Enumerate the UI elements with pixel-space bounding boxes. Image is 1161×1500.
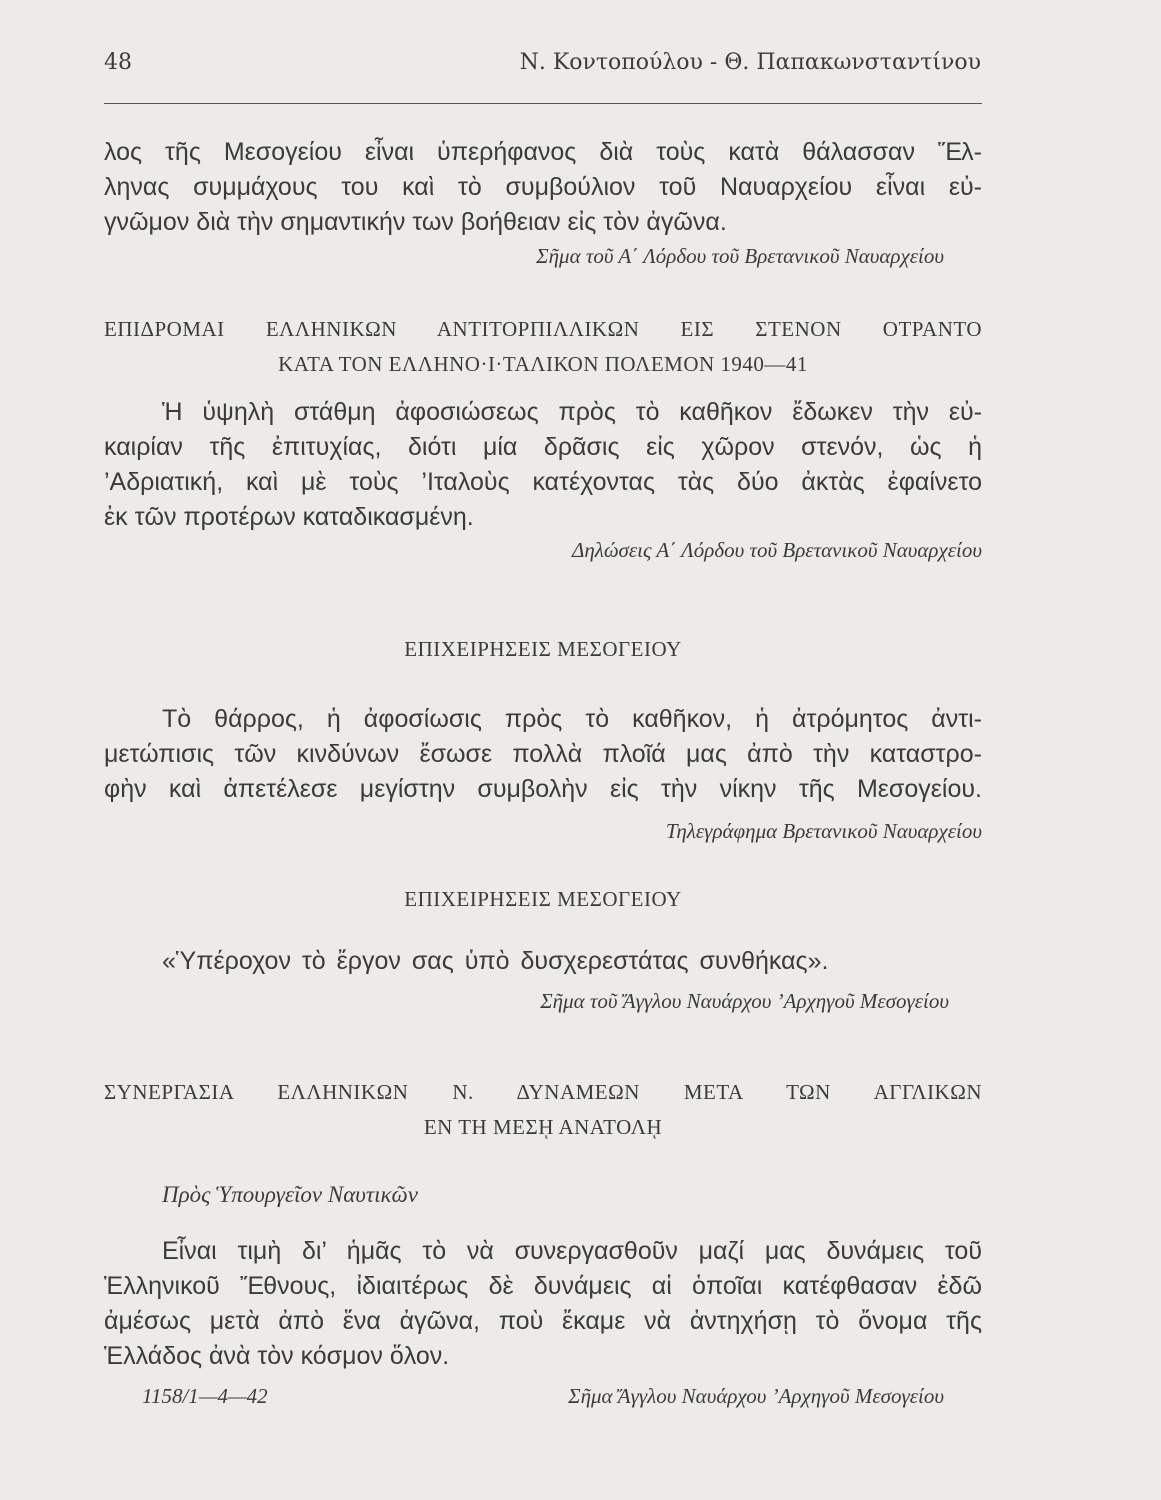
heading-line: ΕΠΙΔΡΟΜΑΙ ΕΛΛΗΝΙΚΩΝ ΑΝΤΙΤΟΡΠΙΛΛΙΚΩΝ ΕΙΣ ΣΤΕΝΟΝ ΟΤΡΑΝΤΟ [104,317,982,341]
paragraph-3 [104,702,982,807]
signature-1: Σῆμα τοῦ Α΄ Λόρδου τοῦ Βρετανικοῦ Ναυαρχείου [536,244,944,268]
heading-line: ΚΑΤΑ ΤΟΝ ΕΛΛΗΝΟ·Ι·ΤΑΛΙΚΟΝ ΠΟΛΕΜΟΝ 1940—41 [278,352,808,376]
text-line: Ἑλληνικοῦ Ἔθνους, ἰδιαιτέρως δὲ δυνάμεις αἱ ὁποῖαι κατέφθασαν ἐδῶ [104,1272,982,1300]
text-line: Εἶναι τιμὴ δι’ ἡμᾶς τὸ νὰ συνεργασθοῦν μαζί μας δυνάμεις τοῦ [162,1237,982,1265]
signature-4: Σῆμα τοῦ Ἄγγλου Ναυάρχου ’Αρχηγοῦ Μεσογείου [540,989,949,1013]
heading-line: ΕΝ ΤΗ ΜΕΣῌ ΑΝΑΤΟΛῌ [423,1115,663,1139]
text-line: καιρίαν τῆς ἐπιτυχίας, διότι μία δρᾶσις εἰς χῶρον στενόν, ὡς ἡ [104,433,982,461]
text-line: ληνας συμμάχους του καὶ τὸ συμβούλιον τοῦ Ναυαρχείου εἶναι εὐ- [104,173,982,201]
section-heading-4: ΕΠΙΧΕΙΡΗΣΕΙΣ ΜΕΣΟΓΕΙΟΥ [404,887,682,911]
text-line: Ἡ ὑψηλὴ στάθμη ἀφοσιώσεως πρὸς τὸ καθῆκον ἔδωκεν τὴν εὐ- [162,398,982,426]
paragraph-5 [104,1234,982,1374]
signature-2: Δηλώσεις Α΄ Λόρδου τοῦ Βρετανικοῦ Ναυαρχείου [572,538,982,562]
text-line: Ἑλλάδος ἀνὰ τὸν κόσμον ὅλον. [104,1342,450,1370]
text-line: Τὸ θάρρος, ἡ ἀφοσίωσις πρὸς τὸ καθῆκον, ἡ ἀτρόμητος ἀντι- [162,705,982,733]
paragraph-2 [104,395,982,535]
header-rule [104,103,982,104]
text-line: ’Αδριατική, καὶ μὲ τοὺς ’Ιταλοὺς κατέχοντας τὰς δύο ἀκτὰς ἐφαίνετο [104,468,982,496]
addressee: Πρὸς Ὑπουργεῖον Ναυτικῶν [162,1182,418,1207]
page-number: 48 [104,50,132,75]
section-heading-3: ΕΠΙΧΕΙΡΗΣΕΙΣ ΜΕΣΟΓΕΙΟΥ [404,637,682,661]
signature-5: Σῆμα Ἄγγλου Ναυάρχου ’Αρχηγοῦ Μεσογείου [568,1384,944,1408]
text-line: λος τῆς Μεσογείου εἶναι ὑπερήφανος διὰ τοὺς κατὰ θάλασσαν Ἕλ- [104,138,982,166]
running-title: Ν. Κοντοπούλου - Θ. Παπακωνσταντίνου [519,50,981,75]
signature-3: Τηλεγράφημα Βρετανικοῦ Ναυαρχείου [665,819,982,843]
heading-line: ΣΥΝΕΡΓΑΣΙΑ ΕΛΛΗΝΙΚΩΝ Ν. ΔΥΝΑΜΕΩΝ ΜΕΤΑ ΤΩΝ ΑΓΓΛΙΚΩΝ [104,1080,982,1104]
quote: «Ὑπέροχον τὸ ἔργον σας ὑπὸ δυσχερεστάτας συνθήκας». [162,947,829,975]
reference-number: 1158/1—4—42 [142,1384,268,1408]
paragraph-1 [104,135,982,240]
section-heading-2 [104,312,982,382]
text-line: ἀμέσως μετὰ ἀπὸ ἕνα ἀγῶνα, ποὺ ἔκαμε νὰ ἀντηχήσῃ τὸ ὄνομα τῆς [104,1307,982,1335]
section-heading-5 [104,1075,982,1145]
text-line: μετώπισις τῶν κινδύνων ἔσωσε πολλὰ πλοῖά μας ἀπὸ τὴν καταστρο- [104,740,982,768]
text-line: γνῶμον διὰ τὴν σημαντικήν των βοήθειαν εἰς τὸν ἀγῶνα. [104,208,727,236]
text-line: φὴν καὶ ἀπετέλεσε μεγίστην συμβολὴν εἰς τὴν νίκην τῆς Μεσογείου. [104,775,982,803]
text-line: ἐκ τῶν προτέρων καταδικασμένη. [104,503,474,531]
